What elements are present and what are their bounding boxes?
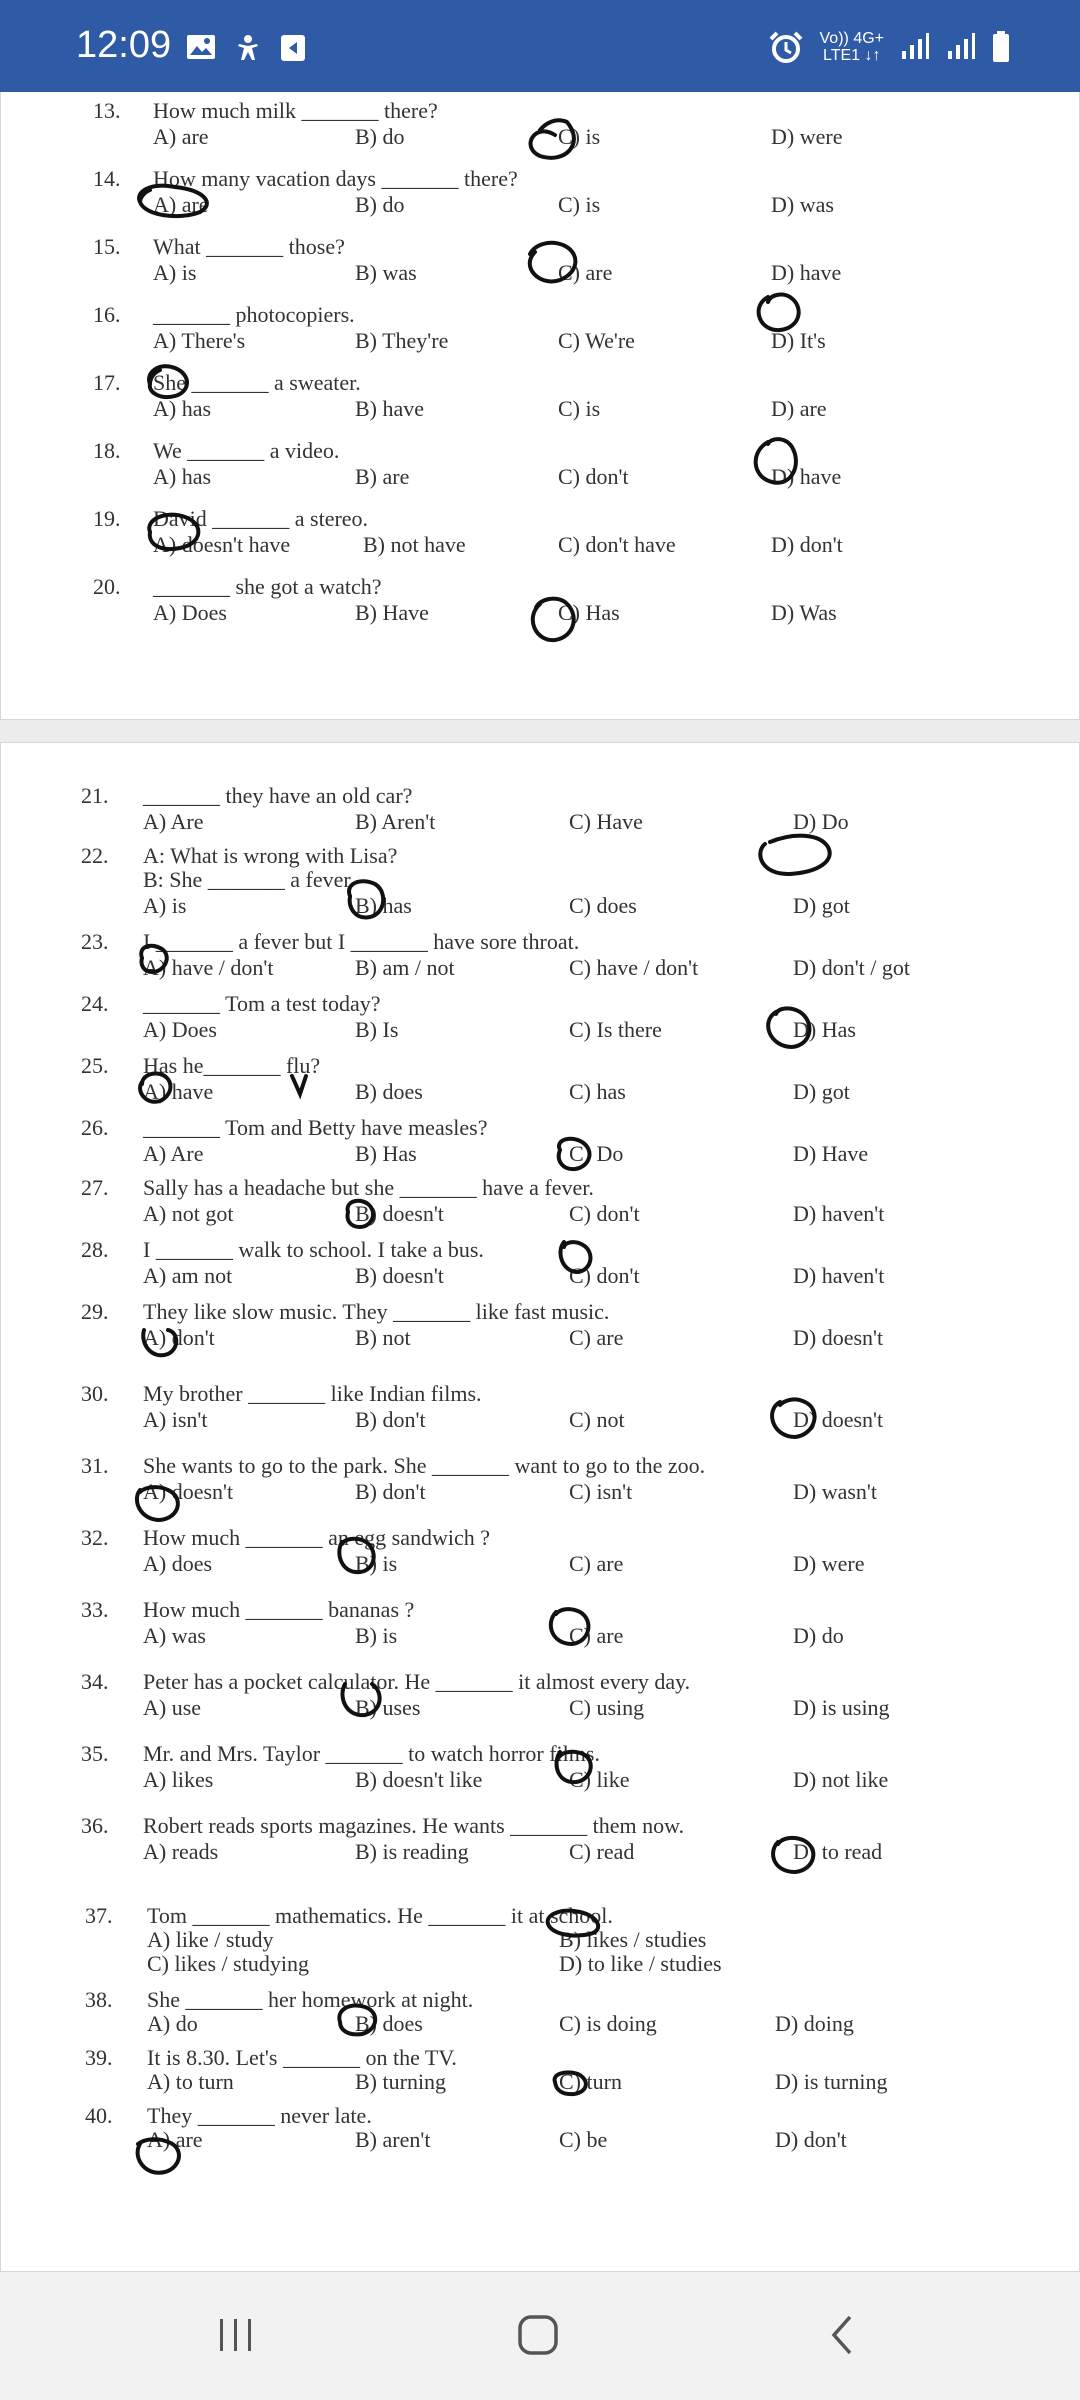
document-viewer[interactable] <box>0 92 1080 2272</box>
network-indicator: Vo)) 4G+ LTE1 ↓↑ <box>819 30 884 64</box>
status-bar <box>0 0 1080 92</box>
recent-apps-icon <box>214 2315 258 2355</box>
back-icon <box>824 2313 860 2357</box>
document-page-2: 21. _______ they have an old car? A) Are B) Aren't C) Have D) Do 22. A: What is wrong with Lisa? B: She _______ a fever. A) is B) has C) does D) got 23. I _______ a fever but I _______ have sore throat. A) have / don't B) am / not C) have / don't D) don't / got 24. _______ Tom a test today? A) Does B) Is C) Is there D) Has 25. Has he_______ flu? A) have B) does C) has D) got 26. _______ Tom and Betty have measles? A) Are B) Has C) Do D) Have 27. Sally has a headache but she _______ have a fever. A) not got B) doesn't C) don't D) haven't 28. I _______ walk to school. I take a bus. A) am not B) doesn't C) don't D) haven't 29. They like slow music. They _______ like fast music. A) don't B) not C) are D) doesn't 30. My brother _______ like Indian films. A) isn't B) don't C) not D) doesn't 31. She wants to go to the park. She _______ want to go to the zoo. A) doesn't B) don't C) isn't D) wasn't 32. How much _______ an egg sandwich ? A) does B) is C) are D) were 33. How much _______ bananas ? A) was B) is C) are D) do 34. Peter has a pocket calculator. He _______ it almost every day. A) use B) uses C) using D) is using 35. Mr. and Mrs. Taylor _______ to watch horror films. A) likes B) doesn't like C) like D) not like 36. Robert reads sports magazines. He wants _______ them now. A) reads B) is reading C) read D) to read 37. Tom _______ mathematics. He _______ it at school. A) like / study B) likes / studies C) likes / studying D) to like / studies 38. She _______ her homework at night. A) do B) does C) is doing D) doing 39. It is 8.30. Let's _______ on the TV. A) to turn B) turning C) turn D) is turning 40. They _______ never late. A) are B) aren't C) be D) don't <box>0 742 1080 2272</box>
clock: 12:09 <box>76 24 172 66</box>
gallery-icon <box>186 34 216 60</box>
alarm-icon <box>768 30 804 64</box>
navigation-bar <box>0 2272 1080 2400</box>
sim-app-icon <box>280 34 306 62</box>
back-button[interactable] <box>812 2310 872 2360</box>
battery-icon <box>992 31 1010 63</box>
signal-icon <box>900 33 930 61</box>
home-button[interactable] <box>508 2310 568 2360</box>
signal-icon-2 <box>946 33 976 61</box>
home-icon <box>514 2311 562 2359</box>
recent-apps-button[interactable] <box>206 2310 266 2360</box>
document-page-1: 13. How much milk _______ there? A) are B) do C) is D) were 14. How many vacation days _______ there? A) are B) do C) is D) was 15. What _______ those? A) is B) was C) are D) have 16. _______ photocopiers. A) There's B) They're C) We're D) It's 17. She _______ a sweater. A) has B) have C) is D) are 18. We _______ a video. A) has B) are C) don't D) have 19. David _______ a stereo. A) doesn't have B) not have C) don't have D) don't 20. _______ she got a watch? A) Does B) Have C) Has D) Was <box>0 92 1080 720</box>
accessibility-icon <box>234 34 262 62</box>
